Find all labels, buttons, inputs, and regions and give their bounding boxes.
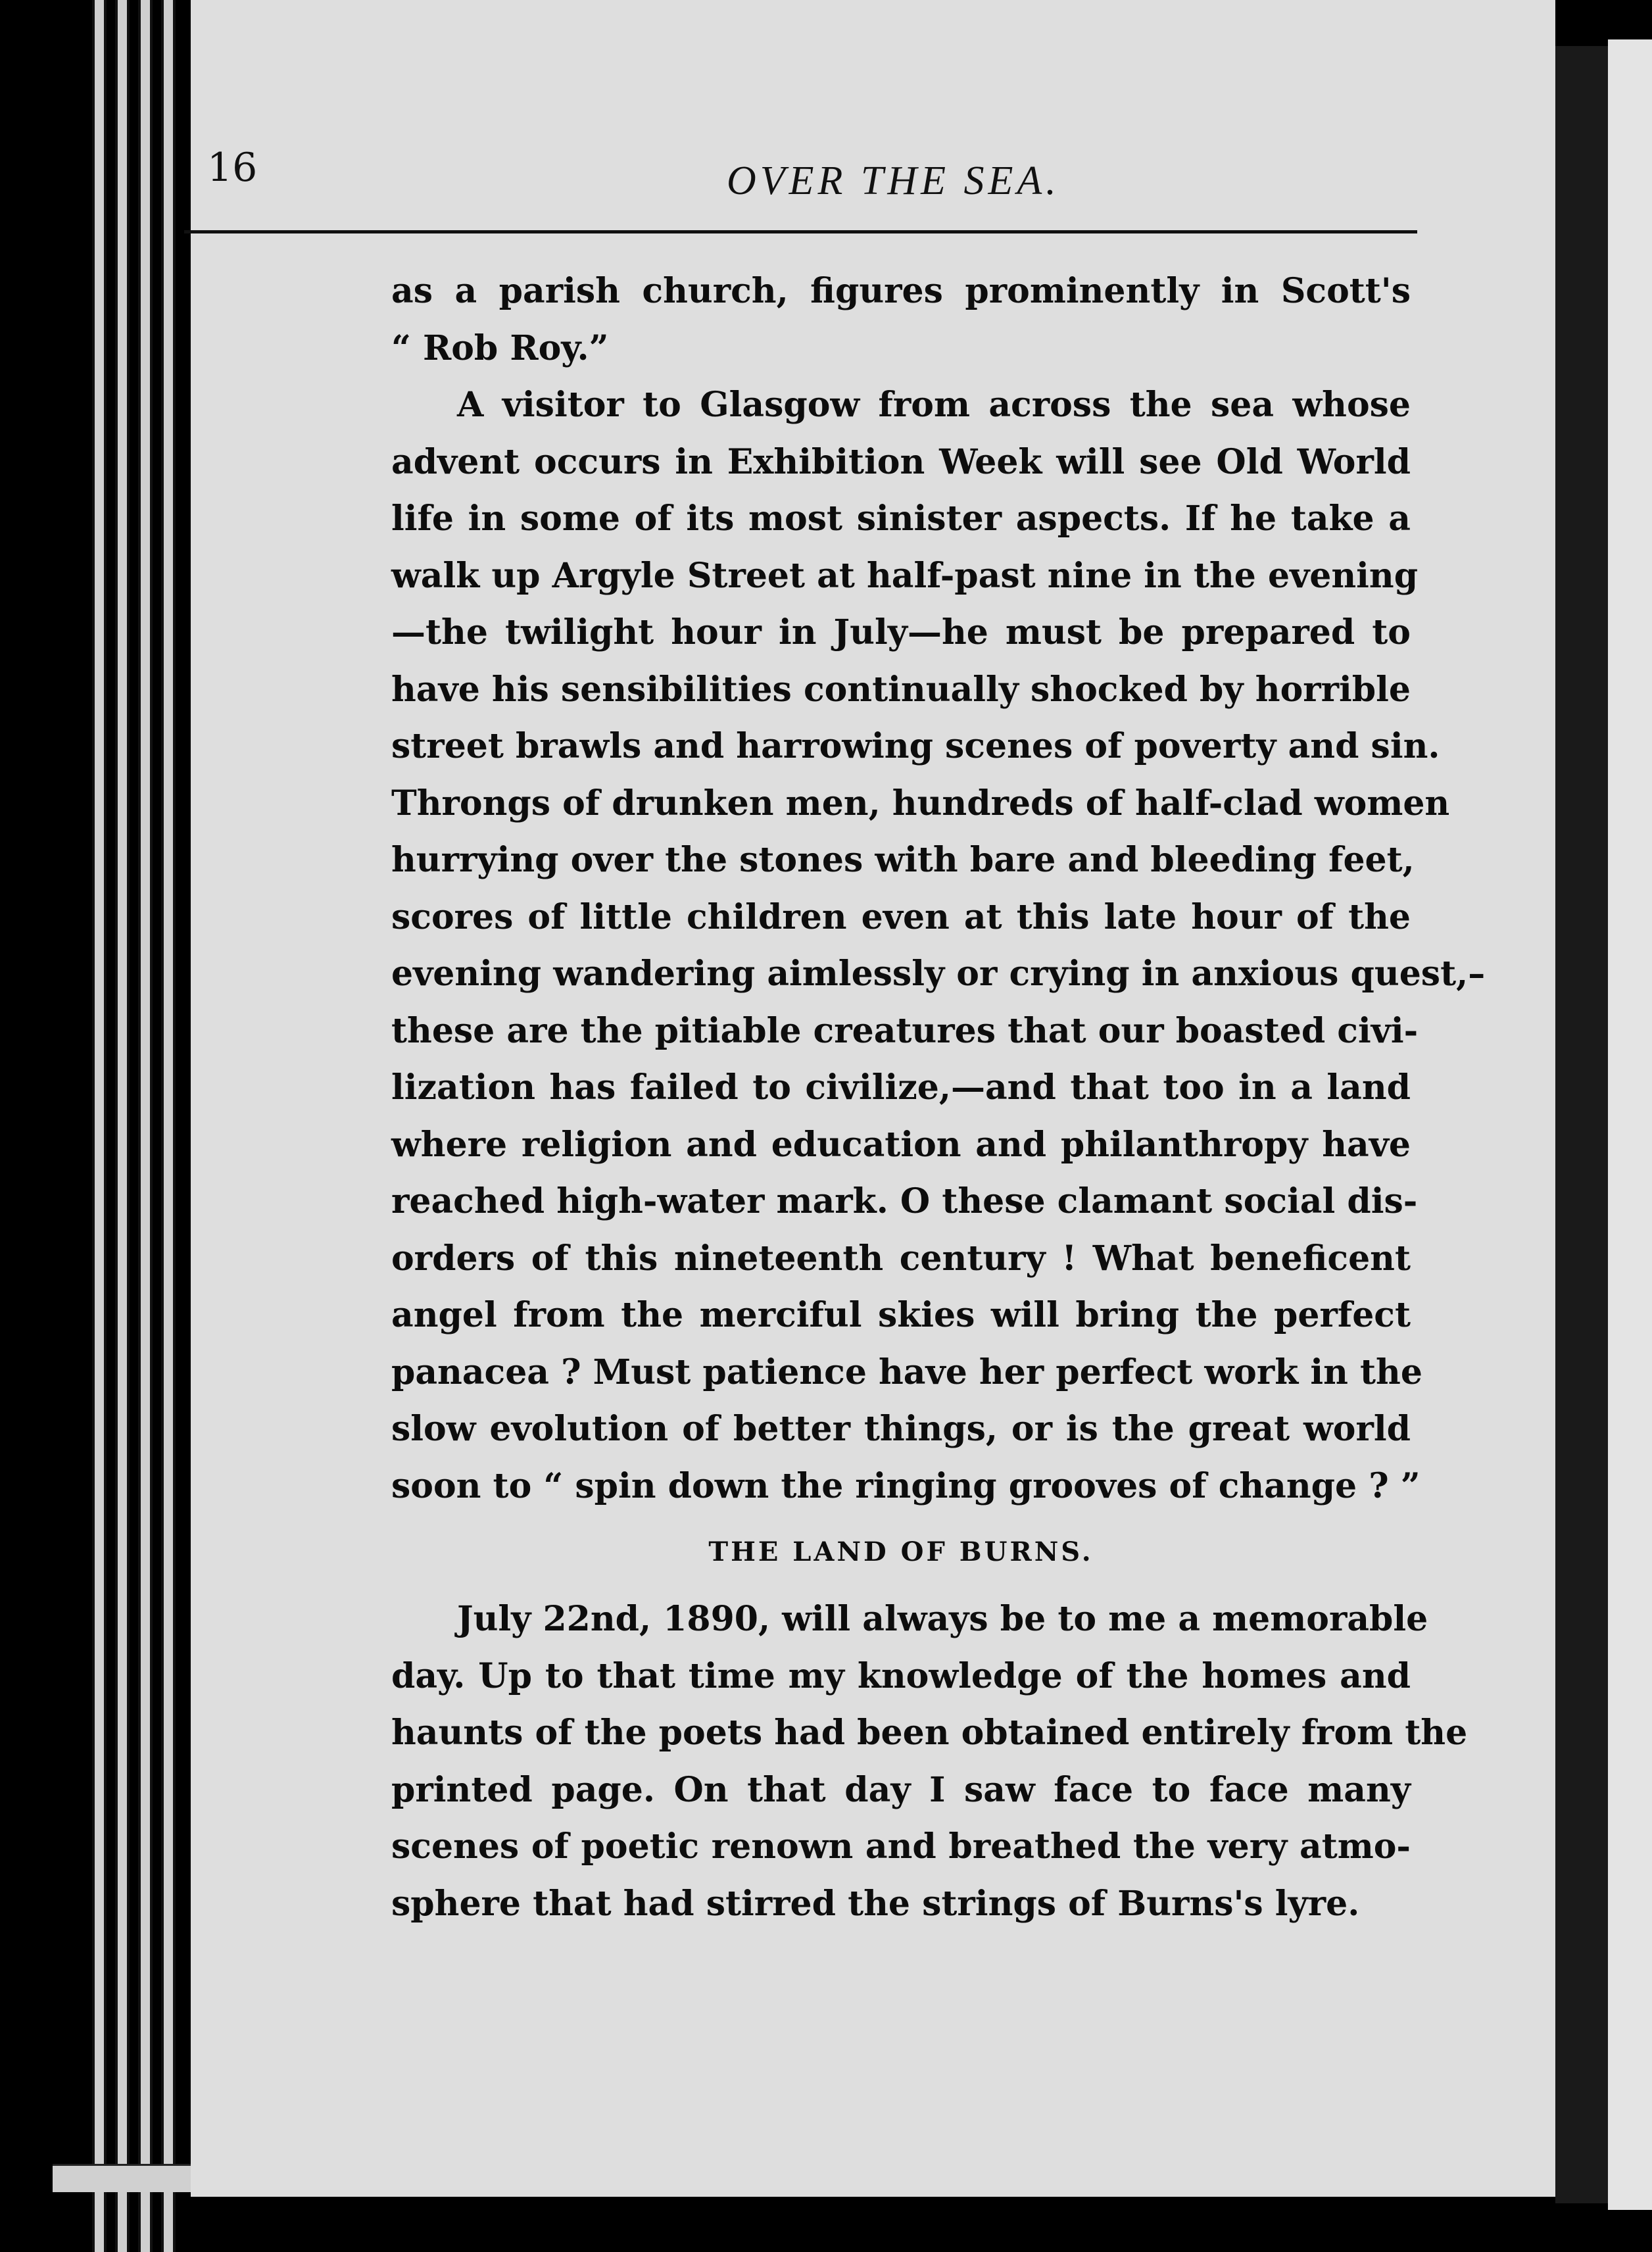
text-line: day. Up to that time my knowledge of the homes and — [391, 1655, 1411, 1696]
running-head — [207, 138, 1417, 224]
text-line: sphere that had stirred the strings of Burns's lyre. — [391, 1883, 1360, 1924]
text-line: scenes of poetic renown and breathed the very atmo- — [391, 1826, 1411, 1867]
text-line: street brawls and harrowing scenes of poverty and sin. — [391, 726, 1440, 766]
text-line: as a parish church, figures prominently in Scott's — [391, 271, 1411, 311]
text-line: haunts of the poets had been obtained entirely from the — [391, 1713, 1468, 1753]
page-stack-edge — [92, 0, 107, 2252]
text-line: printed page. On that day I saw face to face many — [391, 1769, 1411, 1810]
text-line: walk up Argyle Street at half-past nine in the evening — [391, 555, 1419, 596]
text-line: evening wandering aimlessly or crying in anxious quest,– — [391, 954, 1486, 994]
text-line: have his sensibilities continually shocked by horrible — [391, 669, 1411, 710]
text-line: A visitor to Glasgow from across the sea whose — [457, 385, 1411, 425]
text-line: reached high-water mark. O these clamant social dis- — [391, 1181, 1418, 1221]
text-line: panacea ? Must patience have her perfect work in the — [391, 1352, 1422, 1392]
page-stack-edge — [115, 0, 130, 2252]
page-number: 16 — [207, 145, 258, 191]
text-line: July 22nd, 1890, will always be to me a memorable — [457, 1599, 1428, 1639]
text-line: advent occurs in Exhibition Week will see Old World — [391, 441, 1411, 482]
facing-page-edge — [1608, 39, 1652, 2210]
text-line: lization has failed to civilize,—and that too in a land — [391, 1067, 1411, 1108]
text-line: these are the pitiable creatures that our boasted civi- — [391, 1010, 1419, 1051]
header-rule — [184, 230, 1417, 233]
text-line: orders of this nineteenth century ! What beneficent — [391, 1238, 1411, 1279]
body-text — [391, 263, 1486, 1932]
page-stack-edge — [138, 0, 153, 2252]
text-line: soon to “ spin down the ringing grooves of change ? ” — [391, 1465, 1421, 1506]
text-line: —the twilight hour in July—he must be prepared to — [391, 612, 1411, 652]
running-title: OVER THE SEA. — [727, 159, 1060, 203]
text-line: hurrying over the stones with bare and bleeding feet, — [391, 840, 1415, 880]
text-line: angel from the merciful skies will bring the perfect — [391, 1295, 1411, 1335]
text-line: slow evolution of better things, or is the great world — [391, 1409, 1411, 1449]
text-line: scores of little children even at this late hour of the — [391, 896, 1411, 937]
section-heading: THE LAND OF BURNS. — [708, 1536, 1094, 1567]
text-line: life in some of its most sinister aspects. If he take a — [391, 499, 1411, 539]
page-stack-edge — [161, 0, 176, 2252]
book-gutter — [1555, 46, 1608, 2203]
text-line: “ Rob Roy.” — [391, 328, 609, 368]
text-line: Throngs of drunken men, hundreds of half-clad women — [391, 783, 1450, 823]
text-line: where religion and education and philanthropy have — [391, 1124, 1411, 1165]
